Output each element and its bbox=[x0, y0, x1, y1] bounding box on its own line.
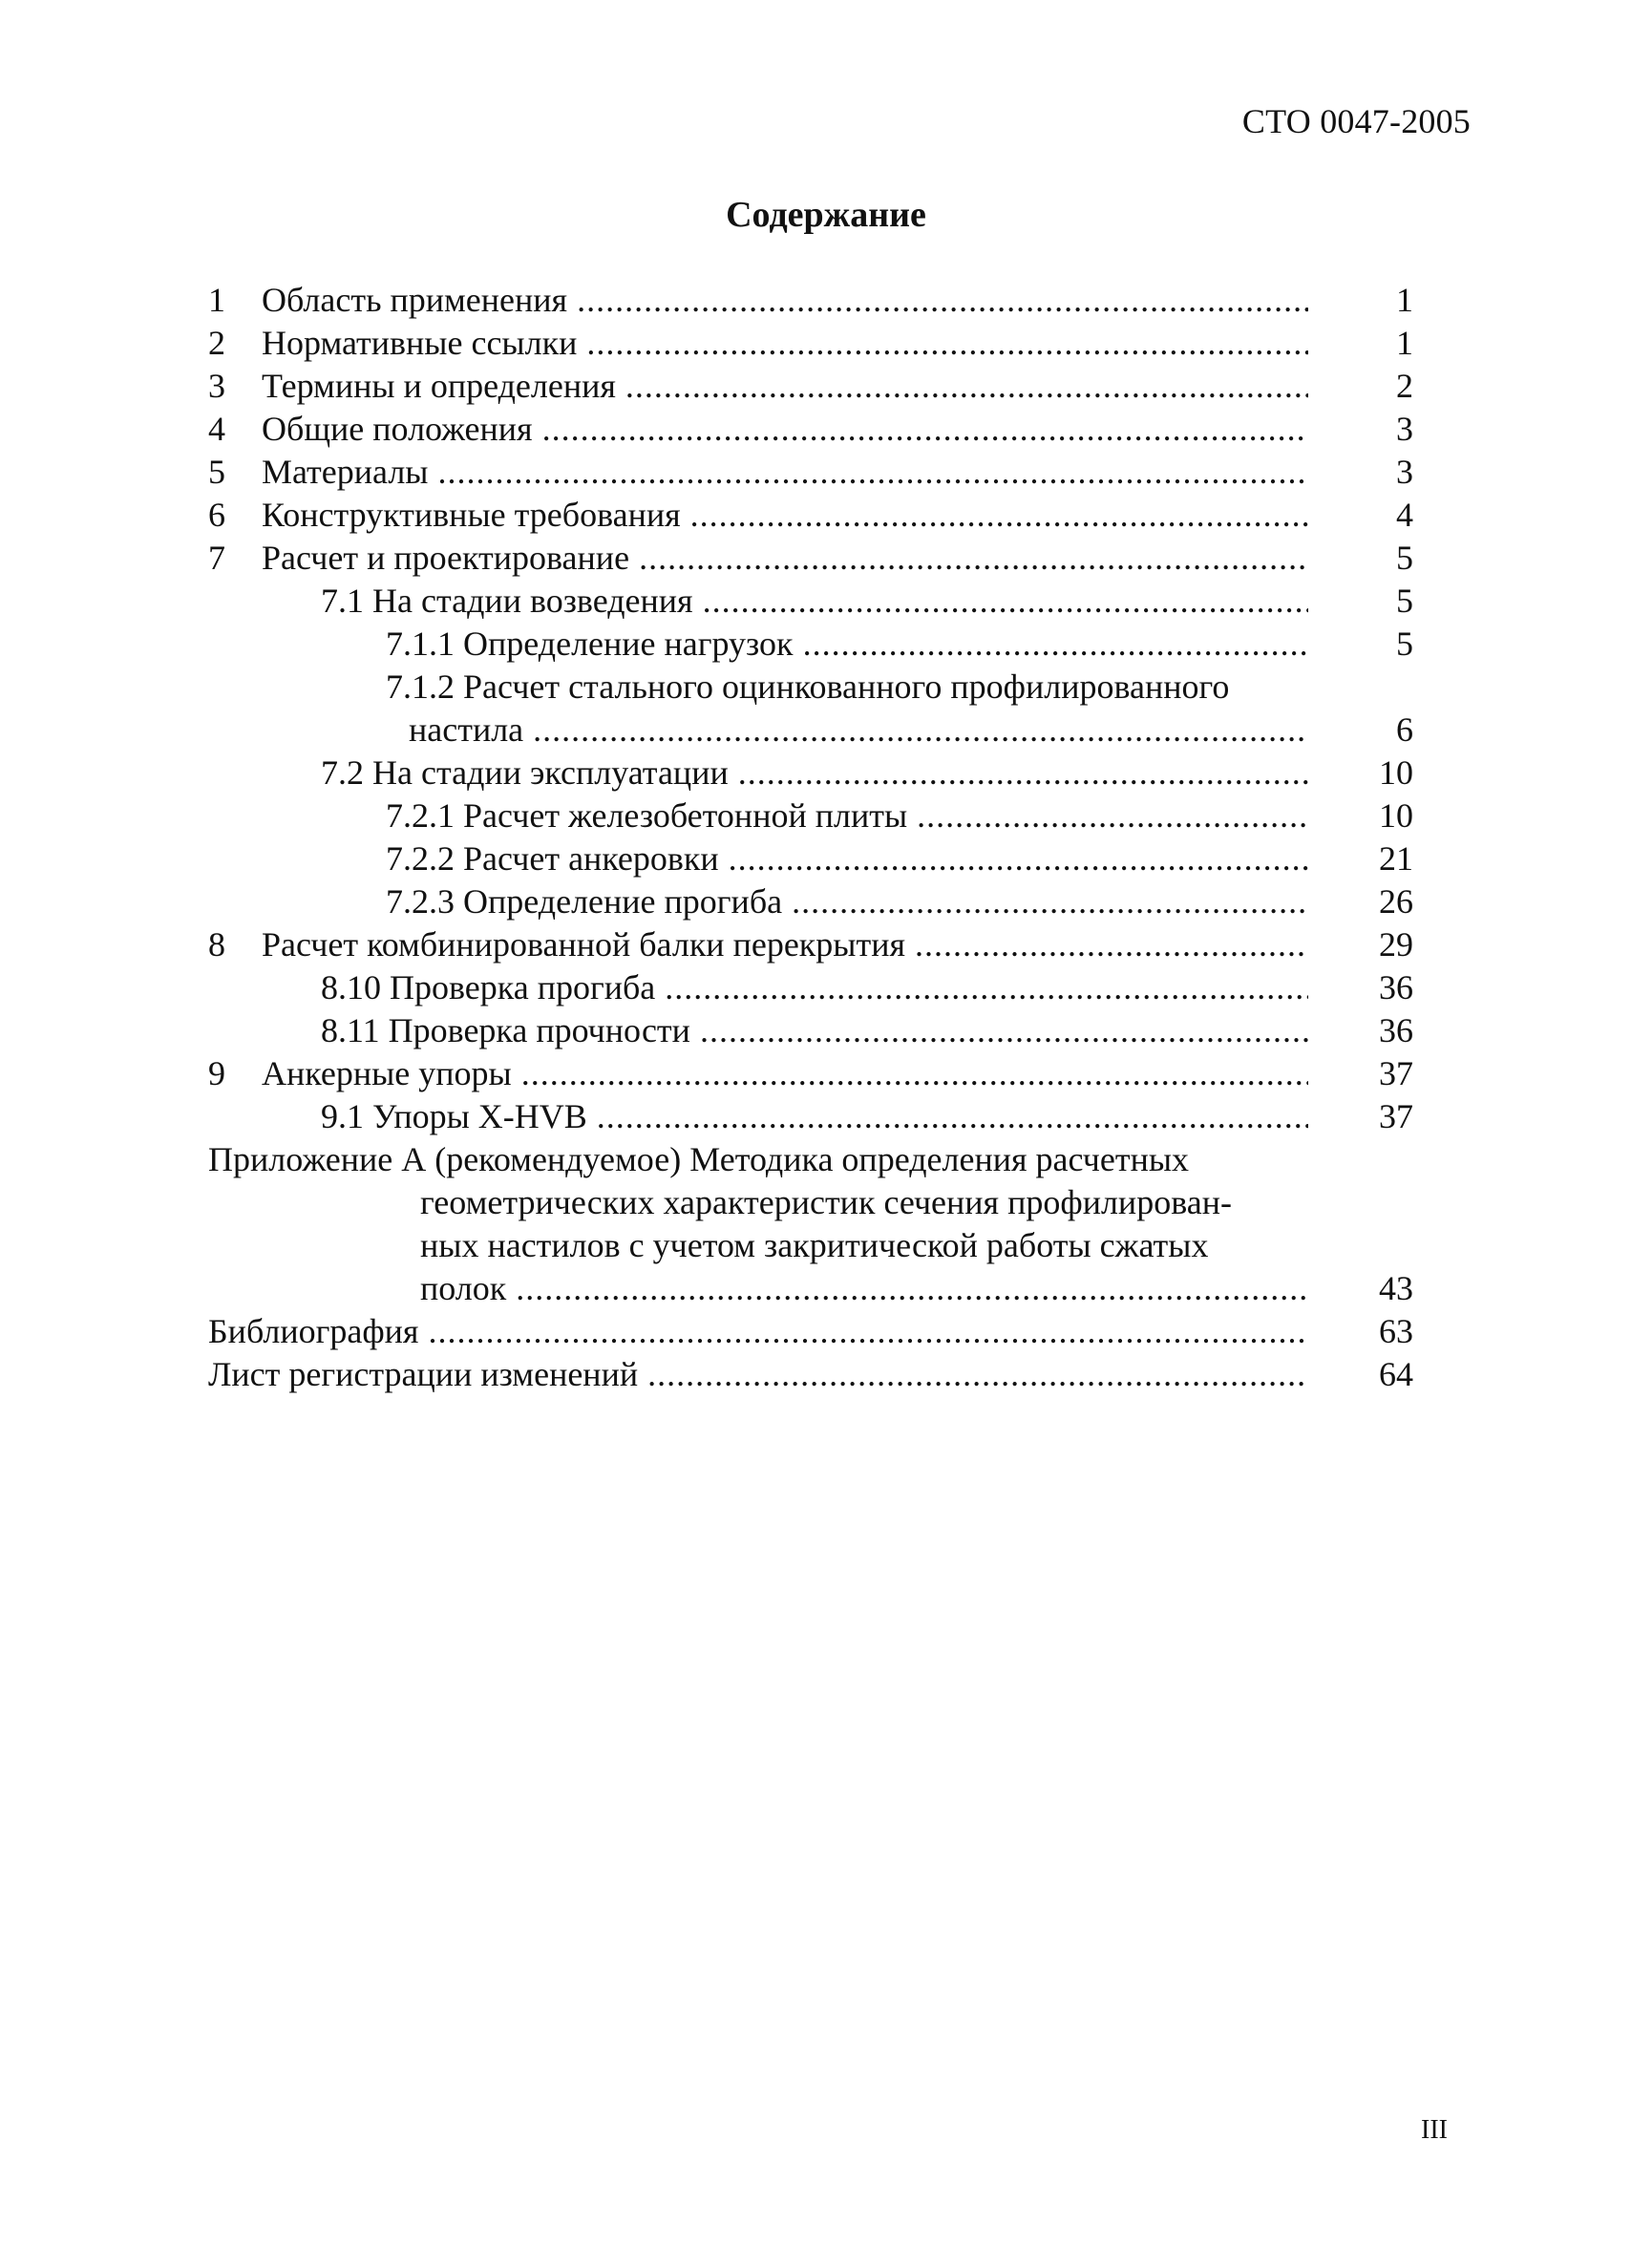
toc-appendix-continuation bbox=[208, 1181, 1413, 1224]
toc-entry-title: 7.1 На стадии возведения ..... bbox=[321, 580, 1308, 623]
toc-entry-title: 7.2.1 Расчет железобетонной плиты ..... bbox=[386, 795, 1308, 837]
toc-entry-page: 4 bbox=[1396, 496, 1413, 534]
toc-entry-title: Анкерные упоры ..... bbox=[262, 1052, 1308, 1095]
toc-entry-title: Термины и определения ..... bbox=[262, 365, 1308, 408]
toc-entry-number: 8 bbox=[208, 925, 225, 964]
toc-subentry[interactable] bbox=[208, 795, 1413, 837]
page-number: III bbox=[1421, 2115, 1448, 2145]
toc-entry-page: 10 bbox=[1379, 796, 1413, 835]
toc-entry-page: 37 bbox=[1379, 1054, 1413, 1092]
toc-entry-title: 9.1 Упоры X-HVB ..... bbox=[321, 1095, 1308, 1138]
toc-entry-title: 8.10 Проверка прогиба ..... bbox=[321, 966, 1308, 1009]
toc-subentry[interactable] bbox=[208, 752, 1413, 795]
toc-entry-page: 26 bbox=[1379, 882, 1413, 921]
toc-entry-page: 43 bbox=[1379, 1269, 1413, 1307]
toc-appendix-continuation[interactable] bbox=[208, 1267, 1413, 1310]
toc-entry-page: 5 bbox=[1396, 625, 1413, 663]
toc-entry-title: Область применения ..... bbox=[262, 279, 1308, 322]
toc-entry-title: геометрических характеристик сечения профилирован- bbox=[420, 1183, 1232, 1221]
toc-entry-page: 5 bbox=[1396, 582, 1413, 620]
toc-entry-page: 63 bbox=[1379, 1312, 1413, 1350]
toc-entry-page: 64 bbox=[1379, 1355, 1413, 1393]
table-of-contents bbox=[208, 279, 1413, 1396]
toc-entry[interactable] bbox=[208, 494, 1413, 537]
toc-subentry[interactable] bbox=[208, 1009, 1413, 1052]
toc-entry-page: 1 bbox=[1396, 281, 1413, 319]
toc-entry[interactable] bbox=[208, 408, 1413, 451]
toc-entry-page: 2 bbox=[1396, 367, 1413, 405]
toc-entry[interactable] bbox=[208, 1310, 1413, 1353]
toc-entry-number: 6 bbox=[208, 496, 225, 534]
toc-entry[interactable] bbox=[208, 365, 1413, 408]
toc-entry-page: 10 bbox=[1379, 753, 1413, 792]
toc-entry-title: 7.2 На стадии эксплуатации ..... bbox=[321, 752, 1308, 795]
toc-entry-page: 6 bbox=[1396, 710, 1413, 749]
toc-entry-number: 7 bbox=[208, 539, 225, 577]
toc-entry-title: 7.1.2 Расчет стального оцинкованного профилированного bbox=[386, 667, 1230, 706]
toc-entry-number: 4 bbox=[208, 410, 225, 448]
toc-subentry[interactable] bbox=[208, 966, 1413, 1009]
toc-entry-title: Расчет комбинированной балки перекрытия ..... bbox=[262, 923, 1308, 966]
toc-entry-number: 9 bbox=[208, 1054, 225, 1092]
toc-entry-title: 7.1.1 Определение нагрузок ..... bbox=[386, 623, 1308, 666]
toc-entry-title: Материалы ..... bbox=[262, 451, 1308, 494]
toc-subentry[interactable] bbox=[208, 880, 1413, 923]
toc-entry-page: 3 bbox=[1396, 453, 1413, 491]
toc-entry-title: полок ..... bbox=[420, 1267, 1308, 1310]
toc-entry[interactable] bbox=[208, 1353, 1413, 1396]
toc-entry[interactable] bbox=[208, 322, 1413, 365]
toc-entry-page: 36 bbox=[1379, 1011, 1413, 1049]
toc-entry[interactable] bbox=[208, 537, 1413, 580]
toc-entry-title: настила ..... bbox=[409, 709, 1308, 752]
toc-entry-page: 29 bbox=[1379, 925, 1413, 964]
toc-entry[interactable] bbox=[208, 451, 1413, 494]
toc-entry-page: 3 bbox=[1396, 410, 1413, 448]
toc-subentry[interactable] bbox=[208, 580, 1413, 623]
toc-entry-page: 37 bbox=[1379, 1097, 1413, 1135]
toc-entry-number: 1 bbox=[208, 281, 225, 319]
toc-entry-page: 21 bbox=[1379, 839, 1413, 878]
toc-entry-title: Нормативные ссылки ..... bbox=[262, 322, 1308, 365]
toc-entry-title: 7.2.2 Расчет анкеровки ..... bbox=[386, 837, 1308, 880]
toc-entry-number: 3 bbox=[208, 367, 225, 405]
toc-entry-title: 7.2.3 Определение прогиба ..... bbox=[386, 880, 1308, 923]
toc-entry-page: 5 bbox=[1396, 539, 1413, 577]
toc-appendix-continuation bbox=[208, 1224, 1413, 1267]
toc-entry-title: Библиография ..... bbox=[208, 1310, 1308, 1353]
toc-entry-page: 1 bbox=[1396, 324, 1413, 362]
toc-entry-title: 8.11 Проверка прочности ..... bbox=[321, 1009, 1308, 1052]
toc-entry-title: Приложение А (рекомендуемое) Методика определения расчетных bbox=[208, 1140, 1190, 1178]
toc-entry[interactable] bbox=[208, 1052, 1413, 1095]
toc-subentry[interactable] bbox=[208, 623, 1413, 666]
toc-subentry[interactable] bbox=[208, 1095, 1413, 1138]
toc-subentry[interactable] bbox=[208, 837, 1413, 880]
toc-entry-number: 5 bbox=[208, 453, 225, 491]
toc-appendix-entry[interactable] bbox=[208, 1138, 1413, 1181]
toc-entry[interactable] bbox=[208, 279, 1413, 322]
toc-entry-title: Общие положения ..... bbox=[262, 408, 1308, 451]
document-code: СТО 0047-2005 bbox=[1241, 102, 1471, 140]
toc-entry[interactable] bbox=[208, 923, 1413, 966]
toc-entry-title: ных настилов с учетом закритической работы сжатых bbox=[420, 1226, 1209, 1264]
toc-entry-title: Конструктивные требования ..... bbox=[262, 494, 1308, 537]
toc-entry-number: 2 bbox=[208, 324, 225, 362]
toc-entry-title: Лист регистрации изменений ..... bbox=[208, 1353, 1308, 1396]
toc-entry-title: Расчет и проектирование ..... bbox=[262, 537, 1308, 580]
toc-subentry[interactable] bbox=[208, 666, 1413, 709]
toc-title: Содержание bbox=[726, 195, 926, 235]
toc-entry-page: 36 bbox=[1379, 968, 1413, 1006]
toc-subentry-continuation[interactable] bbox=[208, 709, 1413, 752]
